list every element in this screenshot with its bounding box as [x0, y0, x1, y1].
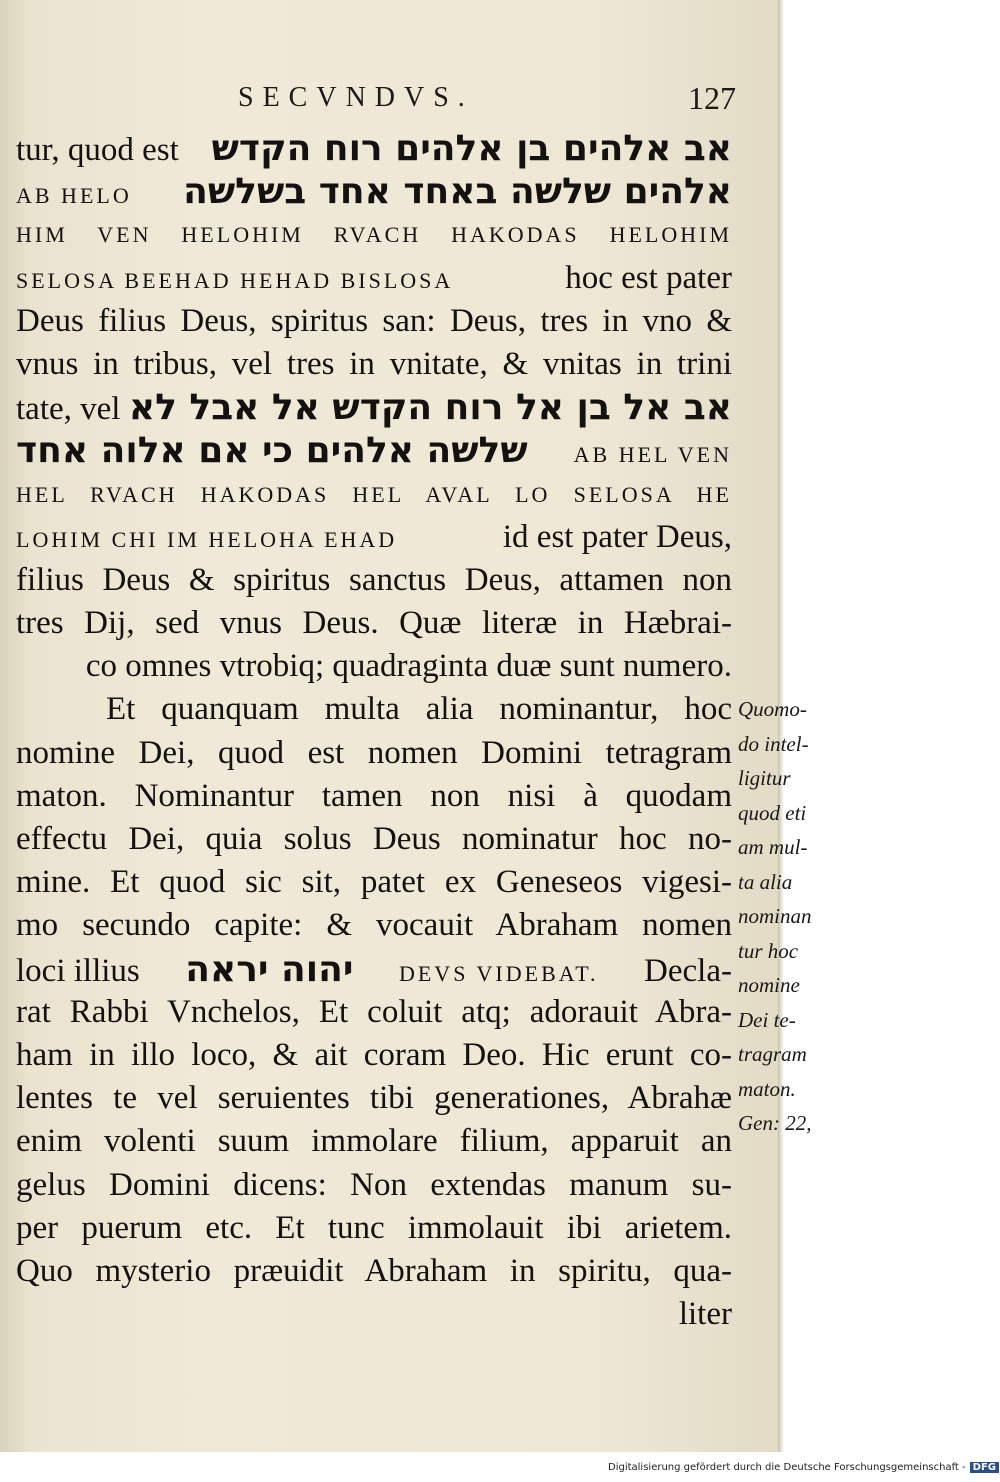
dfg-logo: DFG — [970, 1462, 999, 1473]
text-line: nomine Dei, quod est nomen Domini tetragram — [16, 734, 732, 771]
text-line: HEL RVACH HAKODAS HEL AVAL LO SELOSA HE — [16, 481, 732, 507]
marginal-note-line: tragram — [738, 1042, 807, 1066]
hebrew-text: יהוה יראה — [185, 948, 354, 990]
hebrew-text: אלהים שלשה באחד אחד בשלשה — [183, 171, 732, 213]
marginal-note-line: maton. — [738, 1076, 796, 1101]
text-line — [16, 516, 732, 559]
transliteration: AB HEL VEN — [573, 442, 732, 468]
text-line: maton. Nominantur tamen non nisi à quodam — [16, 777, 732, 814]
text-line: gelus Domini dicens: Non extendas manum su- — [16, 1166, 732, 1203]
text-line: mo secundo capite: & vocauit Abraham nomen — [16, 907, 732, 944]
text-line — [16, 429, 732, 472]
marginal-note-line: Dei te- — [738, 1007, 796, 1032]
text-line: enim volenti suum immolare filium, apparuit an — [16, 1123, 732, 1160]
latin-text: Decla- — [644, 952, 732, 989]
text-line: Et quanquam multa alia nominantur, hoc — [106, 691, 732, 728]
marginal-note-line: nomine — [738, 973, 800, 997]
text-line: ham in illo loco, & ait coram Deo. Hic erunt co- — [16, 1036, 732, 1073]
text-line — [16, 170, 732, 213]
marginal-note-line: nominan — [738, 904, 812, 928]
marginal-note-line: do intel- — [738, 731, 809, 756]
page-header — [0, 82, 778, 122]
text-line: vnus in tribus, vel tres in vnitate, & vnitas in trini — [16, 345, 732, 382]
latin-text: AB HELO — [16, 183, 132, 209]
digitization-credit — [608, 1462, 999, 1473]
text-line: liter — [678, 1296, 732, 1333]
text-line: mine. Et quod sic sit, patet ex Geneseos vigesi- — [16, 864, 732, 901]
transliteration: LOHIM CHI IM HELOHA EHAD — [16, 526, 398, 552]
text-line: Deus filius Deus, spiritus san: Deus, tres in vno & — [16, 302, 732, 339]
text-line: Quo mysterio præuidit Abraham in spiritu, qua- — [16, 1252, 732, 1289]
latin-text: tate, vel — [16, 391, 121, 428]
marginal-note-line: ligitur — [738, 766, 791, 790]
marginal-note — [738, 692, 846, 1141]
transliteration: SELOSA BEEHAD HEHAD BISLOSA — [16, 267, 454, 293]
marginal-note-line: am mul- — [738, 835, 808, 859]
marginal-note-line: Quomo- — [738, 697, 807, 721]
text-line: tres Dij, sed vnus Deus. Quæ literæ in Hæbrai- — [16, 605, 732, 642]
main-text-block — [16, 127, 732, 1336]
marginal-note-line: quod eti — [738, 800, 807, 825]
text-line — [16, 948, 732, 991]
latin-text: tur, quod est — [16, 132, 179, 168]
page-number: 127 — [688, 80, 736, 116]
latin-text: hoc est pater — [565, 259, 732, 296]
text-line: per puerum etc. Et tunc immolauit ibi arietem. — [16, 1209, 732, 1246]
transliteration: DEVS VIDEBAT. — [398, 960, 599, 986]
marginal-note-line: ta alia — [738, 869, 793, 894]
text-line: rat Rabbi Vnchelos, Et coluit atq; adorauit Abra- — [16, 993, 732, 1030]
running-head: SECVNDVS. — [238, 82, 474, 113]
hebrew-text: אב אלהים בן אלהים רוח הקדש — [211, 128, 732, 169]
text-line — [16, 386, 732, 429]
text-line: lentes te vel seruientes tibi generationes, Abrahæ — [16, 1080, 732, 1117]
marginal-note-line: tur hoc — [738, 938, 799, 963]
latin-text: loci illius — [16, 952, 140, 989]
hebrew-text: אב אל בן אל רוח הקדש אל אבל לא — [128, 387, 732, 429]
text-line: filius Deus & spiritus sanctus Deus, attamen non — [16, 561, 732, 598]
credit-text: Digitalisierung gefördert durch die Deutsche Forschungsgemeinschaft - — [608, 1462, 966, 1473]
text-line: HIM VEN HELOHIM RVACH HAKODAS HELOHIM — [16, 222, 732, 248]
text-line — [16, 127, 732, 170]
hebrew-text: שלשה אלהים כי אם אלוה אחד — [16, 430, 528, 472]
text-line: effectu Dei, quia solus Deus nominatur hoc no- — [16, 821, 732, 857]
marginal-note-line: Gen: 22, — [738, 1111, 812, 1135]
text-line: co omnes vtrobiq; quadraginta duæ sunt numero. — [85, 648, 732, 685]
text-line — [16, 257, 732, 300]
latin-text: id est pater Deus, — [502, 518, 732, 555]
